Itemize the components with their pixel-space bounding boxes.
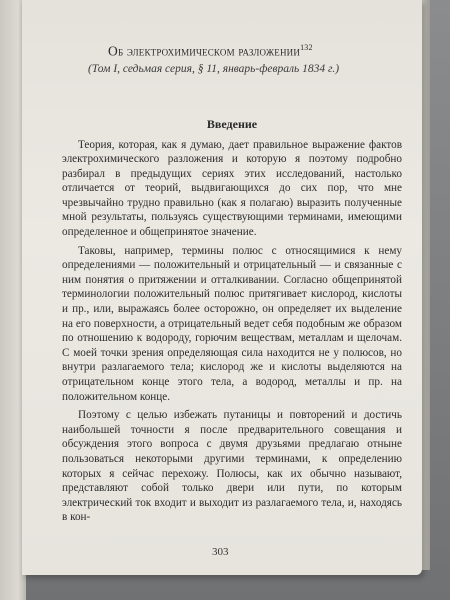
chapter-subtitle: (Том I, седьмая серия, § 11, январь-февраль 1834 г.) [88,62,340,75]
chapter-title-text: Об электрохимическом разложении [108,43,301,59]
book-page [22,0,422,575]
page-number: 303 [212,546,229,558]
section-heading: Введение [206,116,258,131]
page-content [62,40,402,529]
paragraph-2: Таковы, например, термины полюс с относящимися к нему определениями — положительный и отрицательный — и связанные с ним понятия о притяжении и отталкивании. Согласно общепринятой терминологии положительный полюс притягивает кислород, кислоты и пр., или, выражаясь более осторожно, он определяет их выделение на его поверхности, а отрицательный ведет себя подобным же образом по отношению к водороду, горючим веществам, металлам и щелочам. С моей точки зрения определяющая сила находится не у полюсов, но внутри разлагаемого тела; кислород же и кислоты выделяются на отрицательном конце этого тела, а водород, металлы и пр. на положительном конце. [62,244,402,403]
paragraph-1: Теория, которая, как я думаю, дает правильное выражение фактов электрохимического разложения и которую я поэтому подробно разбирал в предыдущих сериях этих исследований, настолько отличается от теорий, выдвигающихся до сих пор, что мне чрезвычайно трудно правильно (как я полагаю) выразить полученные мной результаты, пользуясь существующими терминами, имеющими определенное и общепринятое значение. [62,138,402,239]
paragraph-3: Поэтому с целью избежать путаницы и повторений и достичь наибольшей точности я после предварительного совещания и обсуждения этого вопроса с двумя друзьями предлагаю отныне пользоваться некоторыми другими терминами, к определению которых я сейчас перехожу. Полюсы, как их обычно называют, представляют собой только двери или пути, по которым электрический ток входит и выходит из разлагаемого тела, и, находясь в кон- [62,409,402,524]
chapter-title [108,40,402,60]
chapter-title-note: 132 [300,43,313,52]
